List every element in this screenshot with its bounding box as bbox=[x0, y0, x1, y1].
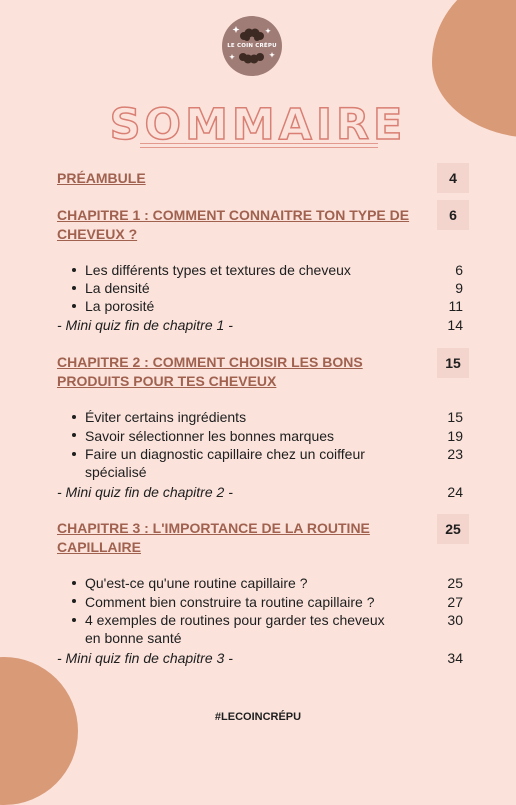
toc-quiz-page: 34 bbox=[447, 650, 463, 666]
toc-chapter-3-link[interactable]: CHAPITRE 3 : L'IMPORTANCE DE LA ROUTINE CAPILLAIRE bbox=[57, 520, 370, 555]
bullet-icon bbox=[72, 599, 76, 603]
bullet-icon bbox=[72, 286, 76, 290]
toc-preamble-link[interactable]: PRÉAMBULE bbox=[57, 170, 146, 186]
toc-preamble-page: 4 bbox=[437, 163, 469, 193]
page-title: SOMMAIRE bbox=[109, 100, 407, 150]
toc-chapter-1-page: 6 bbox=[437, 200, 469, 230]
toc-item-page: 11 bbox=[448, 298, 463, 314]
bullet-icon bbox=[72, 268, 76, 272]
toc-item-page: 9 bbox=[455, 280, 463, 296]
toc-item-page: 19 bbox=[447, 428, 463, 444]
toc-quiz-page: 14 bbox=[447, 317, 463, 333]
toc-chapter-2-link[interactable]: CHAPITRE 2 : COMMENT CHOISIR LES BONS PRODUITS POUR TES CHEVEUX bbox=[57, 354, 363, 389]
bullet-icon bbox=[72, 415, 76, 419]
toc-chapter-1-link[interactable]: CHAPITRE 1 : COMMENT CONNAITRE TON TYPE DE CHEVEUX ? bbox=[57, 207, 410, 242]
toc-item-page: 6 bbox=[455, 262, 463, 278]
footer-hashtag: #LECOINCRÉPU bbox=[214, 711, 302, 723]
toc-item[interactable]: La densité bbox=[85, 280, 150, 296]
toc-quiz[interactable]: - Mini quiz fin de chapitre 1 - bbox=[57, 317, 233, 333]
bullet-icon bbox=[72, 433, 76, 437]
toc-chapter-3-page: 25 bbox=[437, 514, 469, 544]
toc-item[interactable]: Éviter certains ingrédients bbox=[85, 409, 247, 425]
toc-item[interactable]: Les différents types et textures de cheveux bbox=[85, 262, 351, 278]
toc-item-page: 15 bbox=[447, 409, 463, 425]
toc-item[interactable]: Qu'est-ce qu'une routine capillaire ? bbox=[85, 575, 308, 591]
bullet-icon bbox=[72, 452, 76, 456]
toc-item-page: 25 bbox=[447, 575, 463, 591]
bullet-icon bbox=[72, 581, 76, 585]
toc-quiz-page: 24 bbox=[447, 484, 463, 500]
logo-text: LE COIN CRÉPU bbox=[227, 43, 277, 49]
toc-quiz[interactable]: - Mini quiz fin de chapitre 3 - bbox=[57, 650, 233, 666]
toc-item-page: 27 bbox=[447, 594, 463, 610]
toc-item[interactable]: 4 exemples de routines pour garder tes cheveux en bonne santé bbox=[85, 612, 385, 646]
decorative-blob-bottom-left bbox=[0, 657, 78, 805]
title-underline bbox=[140, 143, 378, 148]
toc-item[interactable]: Faire un diagnostic capillaire chez un coiffeur spécialisé bbox=[85, 446, 365, 480]
toc-item-page: 23 bbox=[447, 446, 463, 462]
bullet-icon bbox=[72, 304, 76, 308]
toc-item[interactable]: Comment bien construire ta routine capillaire ? bbox=[85, 594, 375, 610]
toc-item[interactable]: La porosité bbox=[85, 298, 155, 314]
brand-logo bbox=[222, 16, 282, 76]
toc-item-page: 30 bbox=[447, 612, 463, 628]
toc-chapter-2-page: 15 bbox=[437, 348, 469, 378]
toc-quiz[interactable]: - Mini quiz fin de chapitre 2 - bbox=[57, 484, 233, 500]
toc-item[interactable]: Savoir sélectionner les bonnes marques bbox=[85, 428, 335, 444]
bullet-icon bbox=[72, 618, 76, 622]
